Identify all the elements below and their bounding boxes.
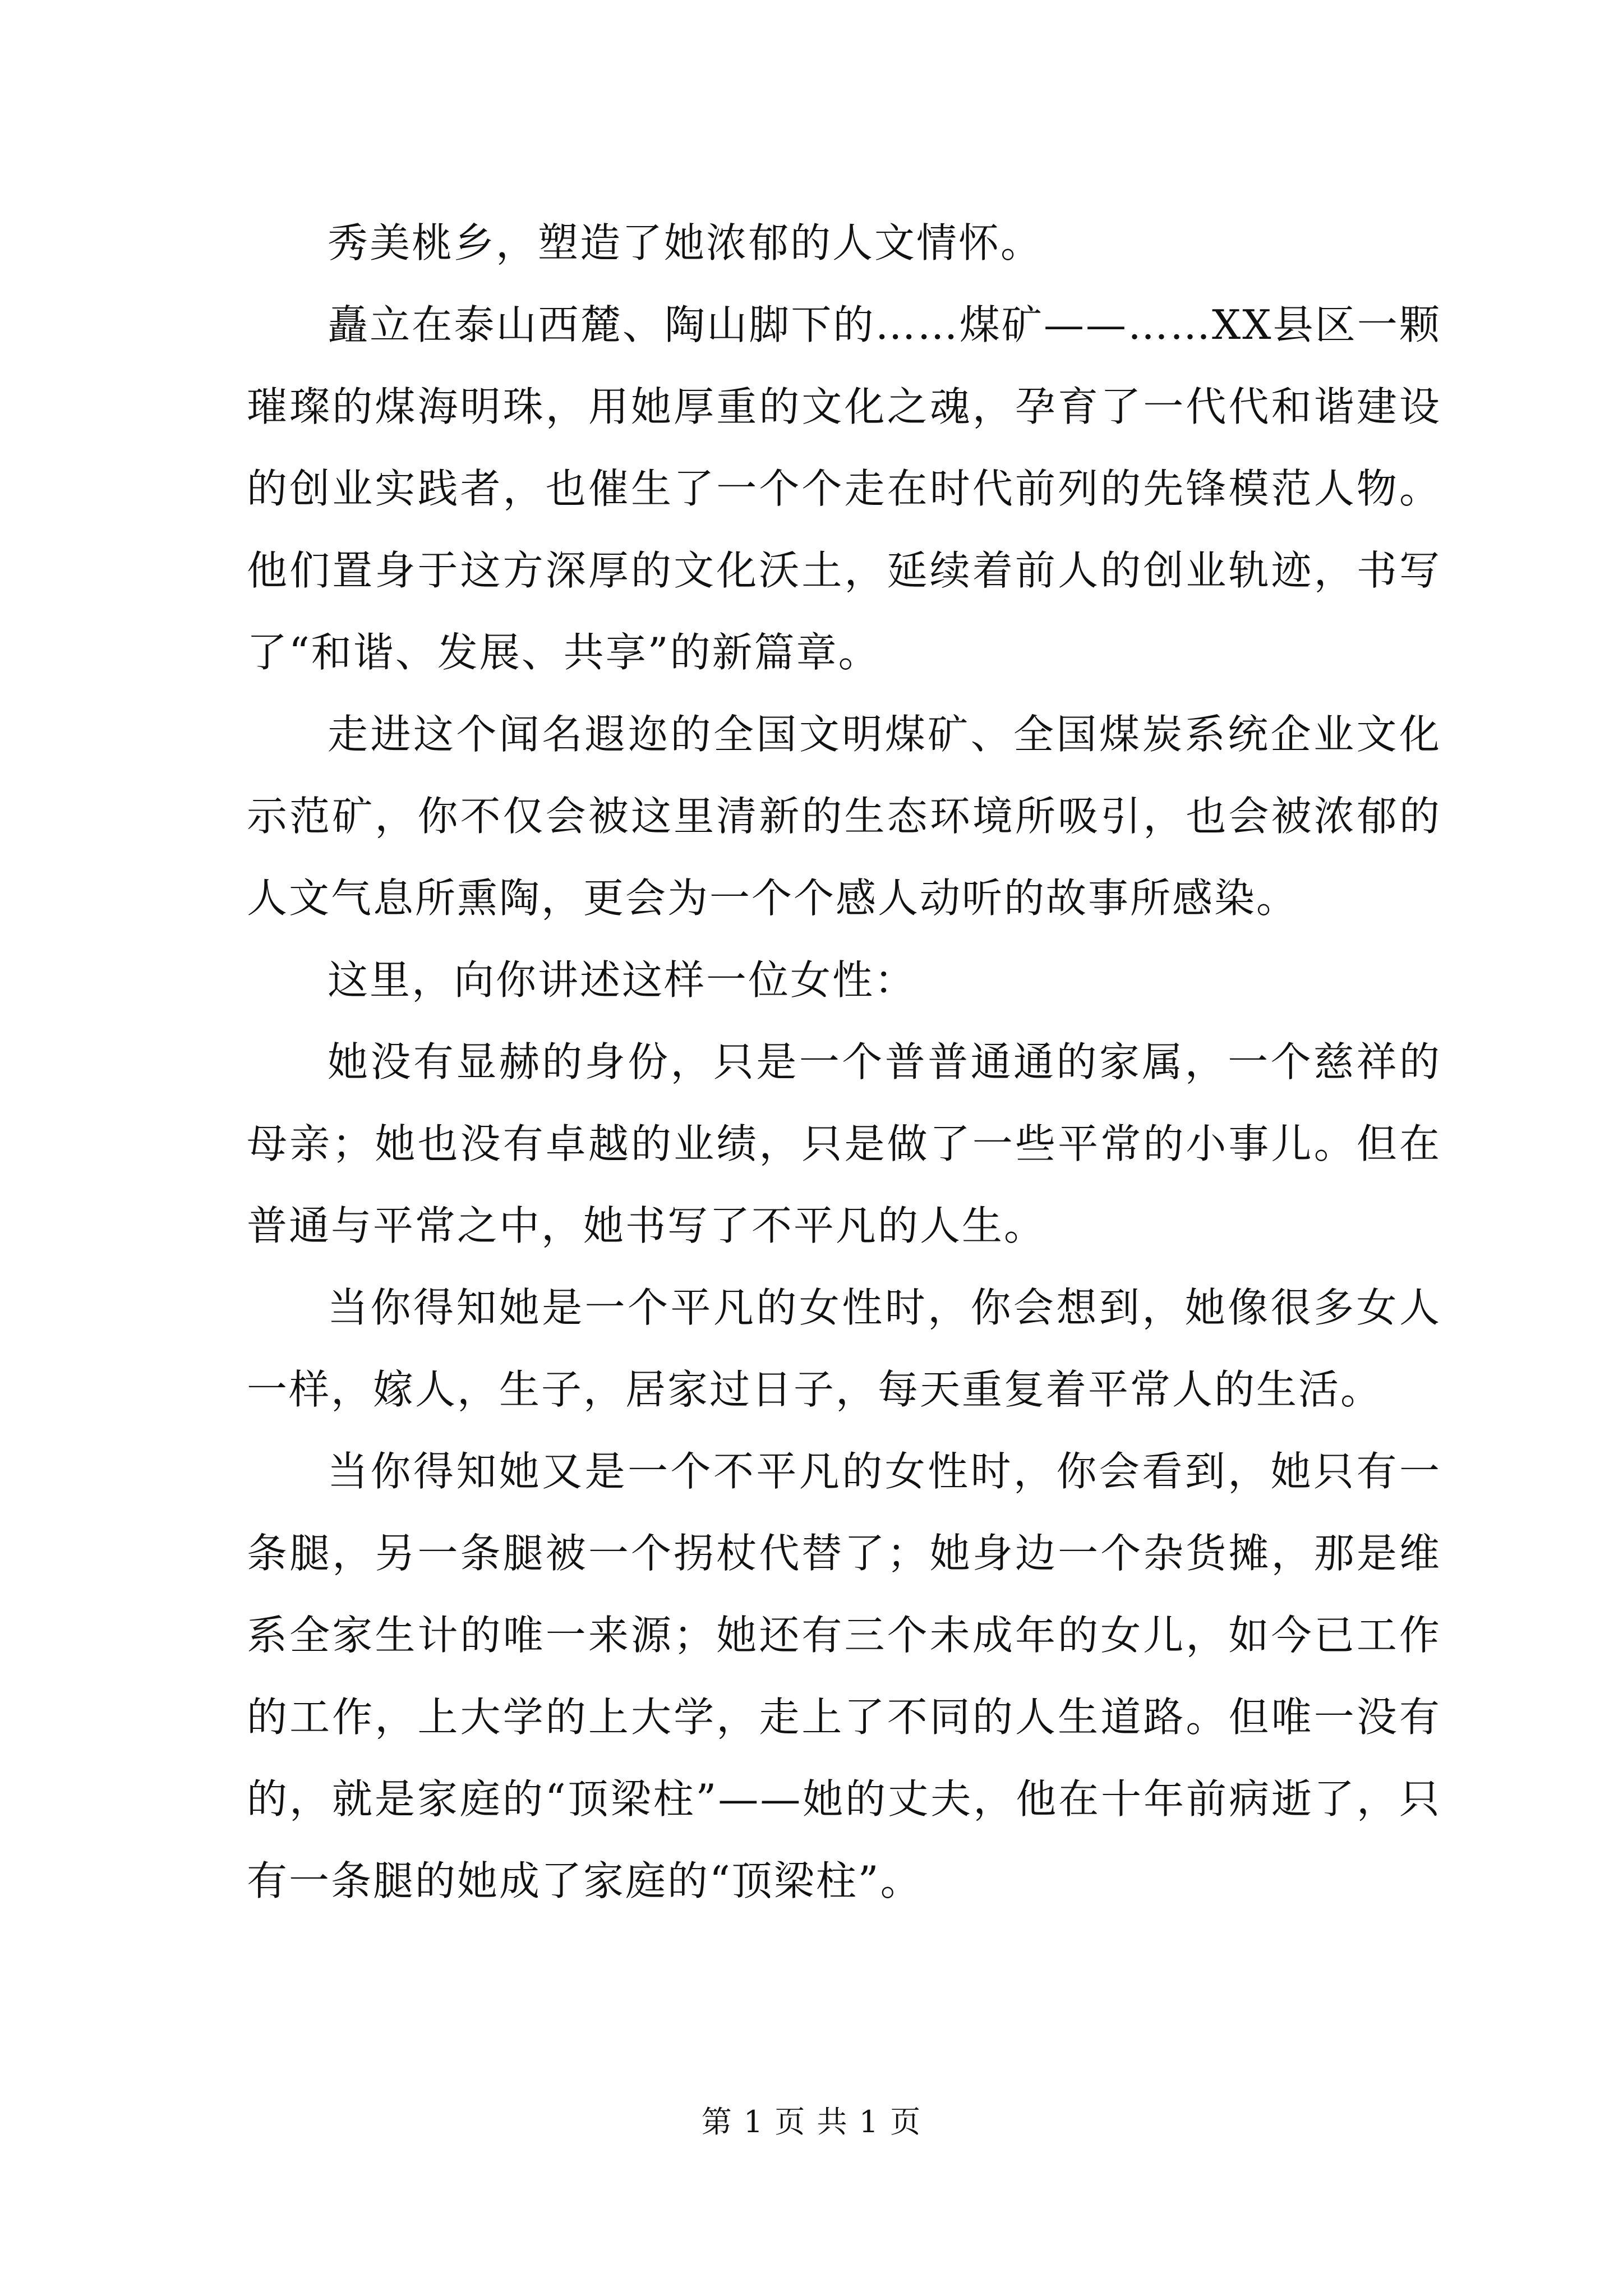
paragraph-5: 她没有显赫的身份，只是一个普普通通的家属，一个慈祥的母亲；她也没有卓越的业绩，只是做了一些平常的小事儿。但在普通与平常之中，她书写了不平凡的人生。 bbox=[247, 1038, 1441, 1249]
paragraph-3: 走进这个闻名遐迩的全国文明煤矿、全国煤炭系统企业文化示范矿，你不仅会被这里清新的生态环境所吸引，也会被浓郁的人文气息所熏陶，更会为一个个感人动听的故事所感染。 bbox=[247, 711, 1441, 922]
document-body bbox=[247, 202, 1441, 1922]
paragraph-6: 当你得知她是一个平凡的女性时，你会想到，她像很多女人一样，嫁人，生子，居家过日子，每天重复着平常人的生活。 bbox=[247, 1284, 1441, 1413]
page-footer: 第 1 页 共 1 页 bbox=[701, 2104, 922, 2139]
paragraph-7: 当你得知她又是一个不平凡的女性时，你会看到，她只有一条腿，另一条腿被一个拐杖代替了；她身边一个杂货摊，那是维系全家生计的唯一来源；她还有三个未成年的女儿，如今已工作的工作，上大学的上大学，走上了不同的人生道路。但唯一没有的，就是家庭的“顶梁柱”——她的丈夫，他在十年前病逝了，只有一条腿的她成了家庭的“顶梁柱”。 bbox=[247, 1448, 1441, 1904]
paragraph-4: 这里，向你讲述这样一位女性： bbox=[328, 956, 917, 1004]
paragraph-2: 矗立在泰山西麓、陶山脚下的……煤矿——……XX县区一颗璀璨的煤海明珠，用她厚重的文化之魂，孕育了一代代和谐建设的创业实践者，也催生了一个个走在时代前列的先锋模范人物。他们置身于这方深厚的文化沃土，延续着前人的创业轨迹，书写了“和谐、发展、共享”的新篇章。 bbox=[247, 301, 1441, 676]
paragraph-1: 秀美桃乡，塑造了她浓郁的人文情怀。 bbox=[328, 219, 1043, 266]
